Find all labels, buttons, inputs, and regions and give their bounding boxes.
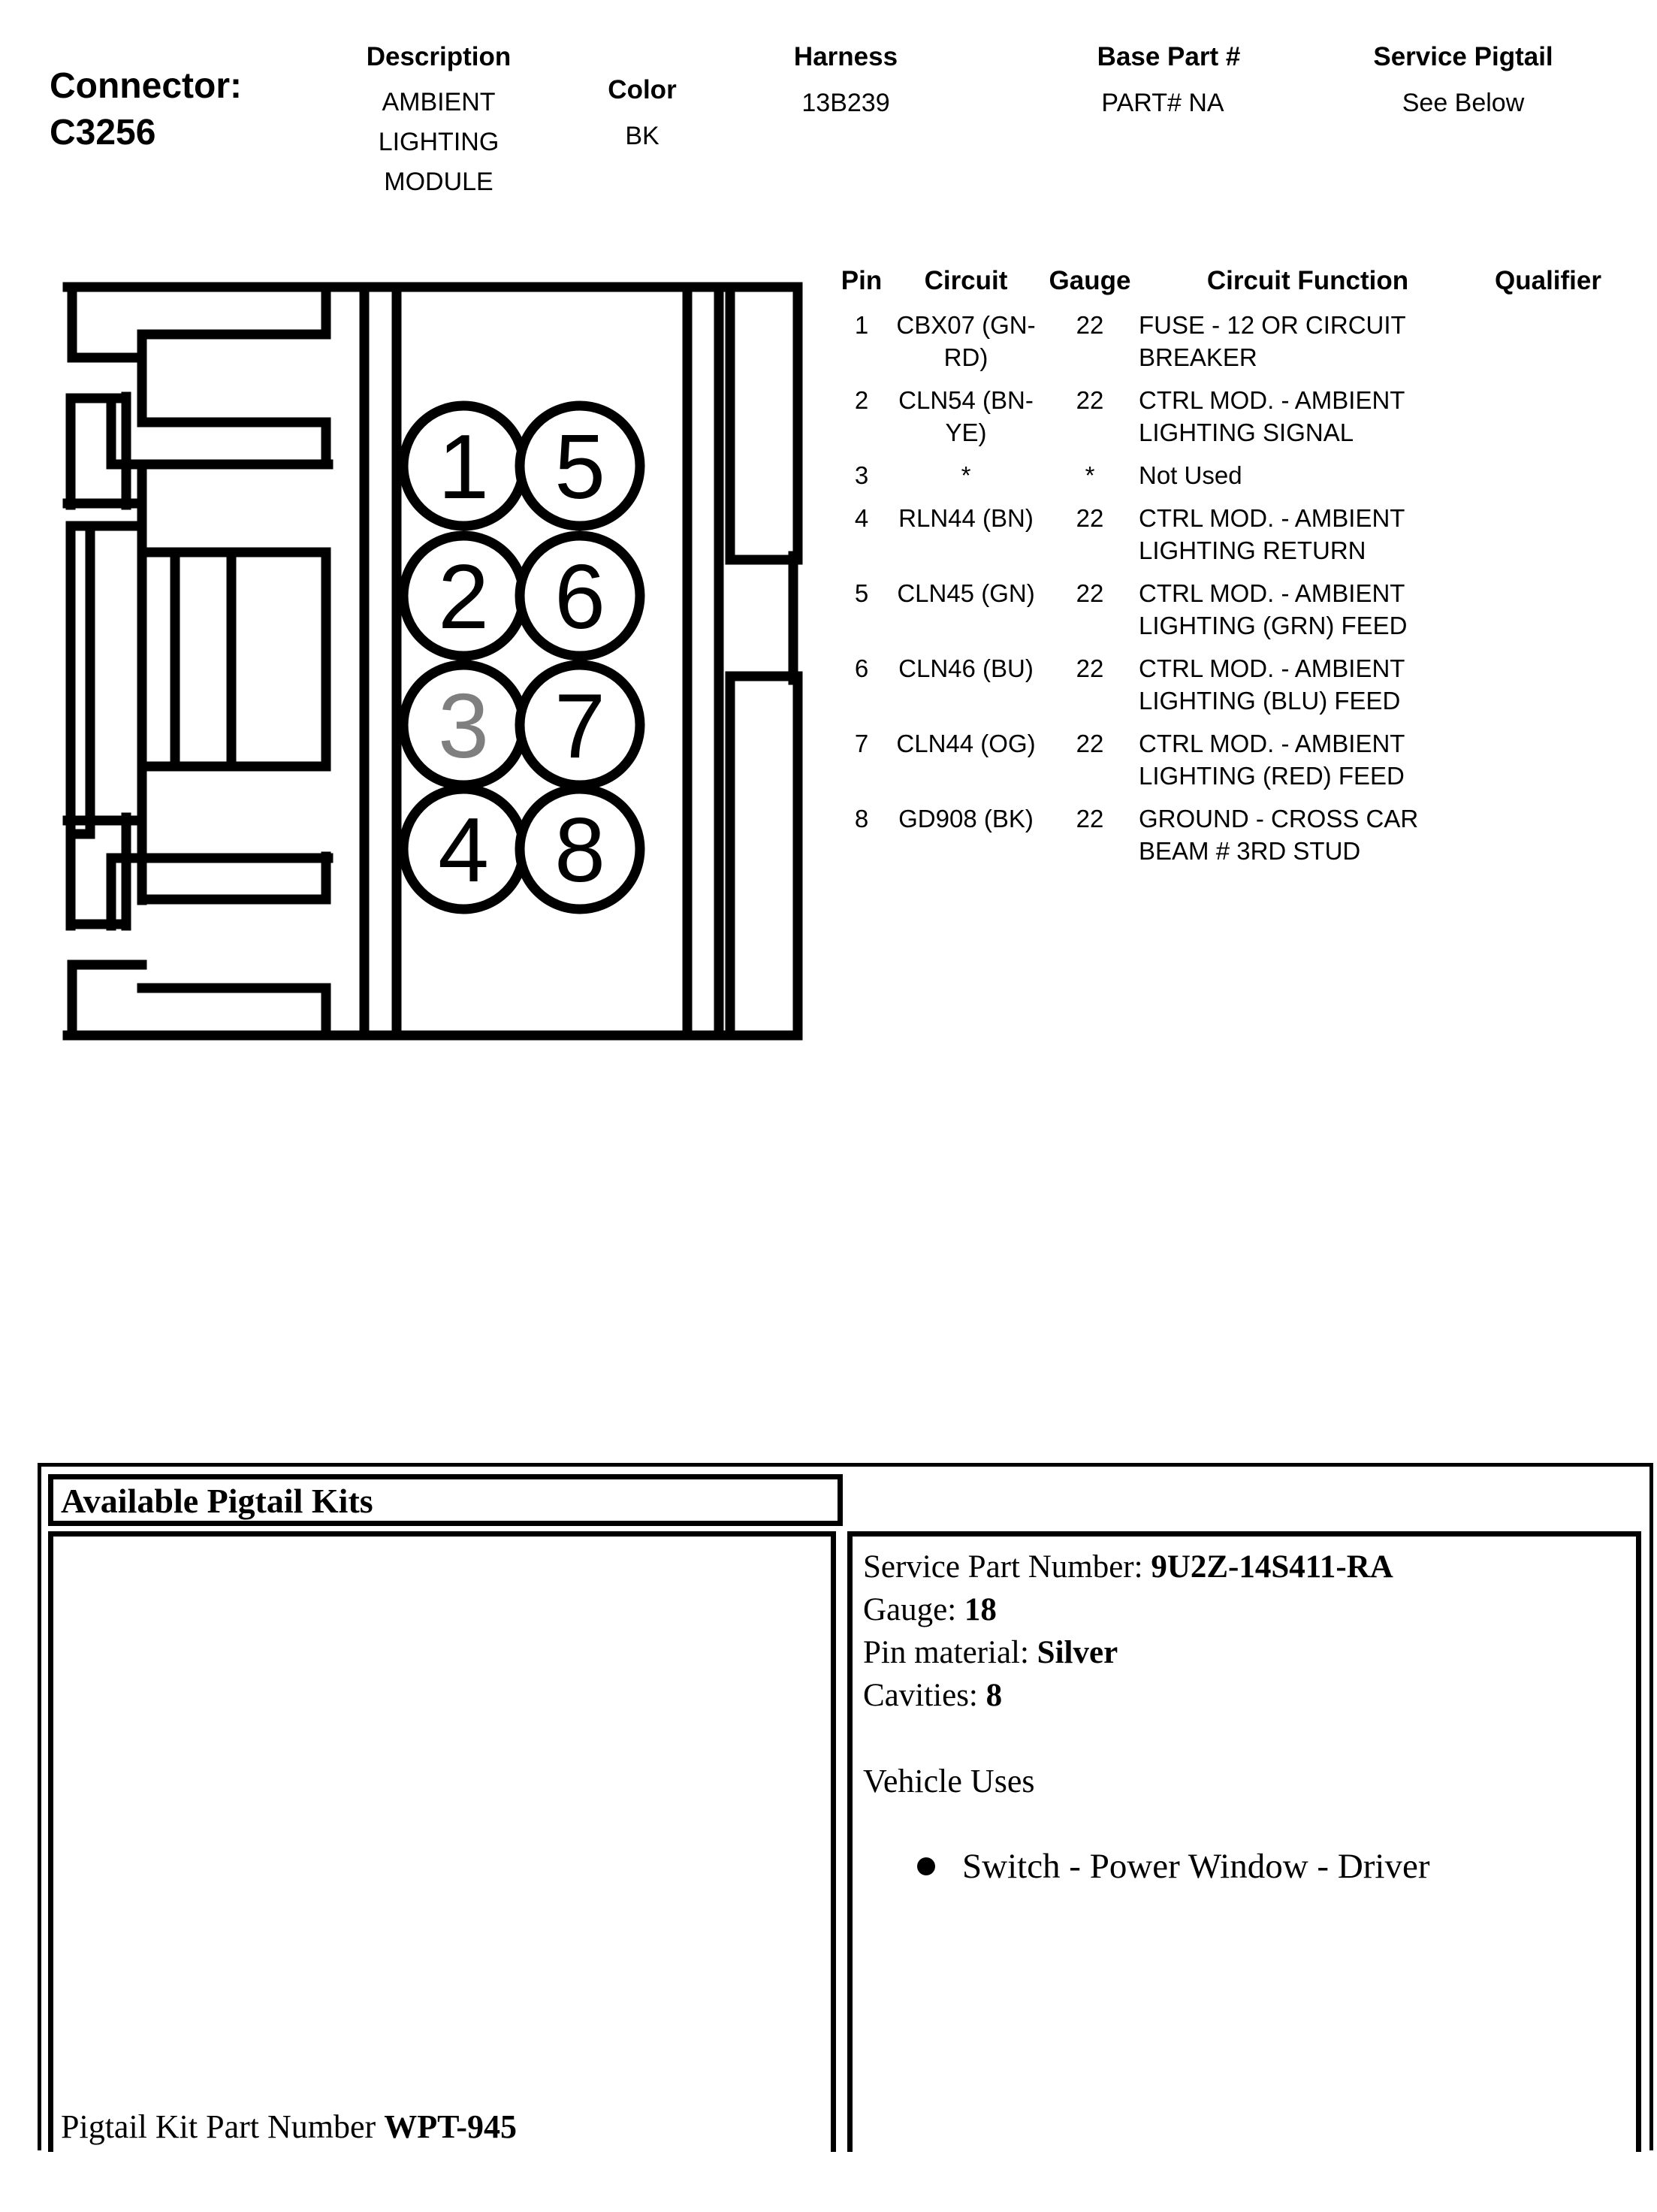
- base-part-value: PART# NA: [1101, 89, 1224, 117]
- pin-material-label: Pin material:: [863, 1635, 1037, 1670]
- pin-cell: 4: [854, 504, 869, 532]
- circuit-cell: CBX07 (GN-RD): [896, 311, 1036, 371]
- table-row: [832, 802, 1619, 878]
- gauge-cell: 22: [1076, 654, 1104, 682]
- color-value: BK: [625, 122, 659, 150]
- service-detail-column: [847, 1531, 1641, 2152]
- table-row: [832, 727, 1619, 802]
- function-cell: CTRL MOD. - AMBIENT LIGHTING (BLU) FEED: [1139, 654, 1405, 715]
- gauge-cell: 22: [1076, 579, 1104, 607]
- table-row: [832, 309, 1619, 384]
- qualifier-cell: [1477, 459, 1619, 502]
- function-cell: CTRL MOD. - AMBIENT LIGHTING (GRN) FEED: [1139, 579, 1408, 639]
- vehicle-uses-title: Vehicle Uses: [863, 1763, 1035, 1800]
- description-value: AMBIENT LIGHTING MODULE: [378, 88, 500, 196]
- gauge-cell: 22: [1076, 805, 1104, 833]
- table-row: [832, 384, 1619, 459]
- color-label: Color: [608, 75, 677, 104]
- col-header-function: Circuit Function: [1206, 266, 1409, 295]
- pigtail-kit-part-number-label: Pigtail Kit Part Number: [61, 2108, 385, 2145]
- pin-cell: 1: [854, 311, 869, 339]
- service-part-number-value: 9U2Z-14S411-RA: [1151, 1549, 1393, 1585]
- pin-cell: 3: [854, 461, 869, 489]
- gauge-cell: 22: [1076, 386, 1104, 414]
- col-header-gauge: Gauge: [1049, 266, 1131, 295]
- circuit-cell: *: [961, 461, 971, 489]
- service-part-number-line: [863, 1546, 1636, 1588]
- qualifier-cell: [1477, 309, 1619, 384]
- circuit-cell: CLN46 (BU): [898, 654, 1034, 682]
- vehicle-use-text: Switch - Power Window - Driver: [962, 1847, 1430, 1886]
- function-cell: FUSE - 12 OR CIRCUIT BREAKER: [1139, 311, 1406, 371]
- pigtail-kit-part-number-value: WPT-945: [384, 2108, 518, 2145]
- gauge-cell: 22: [1076, 504, 1104, 532]
- pin-table: [832, 264, 1628, 878]
- pin-cell: 6: [854, 654, 869, 682]
- harness-label: Harness: [793, 42, 898, 71]
- table-row: [832, 459, 1619, 502]
- pigtail-kit-part-number-line: [61, 2108, 517, 2146]
- pin-6-number: 6: [554, 545, 605, 648]
- pin-cell: 8: [854, 805, 869, 833]
- circuit-cell: GD908 (BK): [898, 805, 1034, 833]
- pin-material-value: Silver: [1037, 1635, 1118, 1670]
- gauge-cell: 22: [1076, 730, 1104, 757]
- service-part-number-label: Service Part Number:: [863, 1549, 1151, 1585]
- circuit-cell: RLN44 (BN): [898, 504, 1034, 532]
- pin-2-number: 2: [438, 545, 489, 648]
- pin-3-number: 3: [438, 675, 489, 777]
- pin-7-number: 7: [554, 675, 605, 777]
- cavities-value: 8: [985, 1678, 1003, 1713]
- pin-4-number: 4: [438, 799, 489, 901]
- function-cell: GROUND - CROSS CAR BEAM # 3RD STUD: [1139, 805, 1419, 865]
- pin-1-number: 1: [438, 416, 489, 518]
- qualifier-cell: [1477, 727, 1619, 802]
- base-part-label: Base Part #: [1097, 42, 1241, 71]
- function-cell: Not Used: [1139, 461, 1242, 489]
- function-cell: CTRL MOD. - AMBIENT LIGHTING RETURN: [1139, 504, 1405, 564]
- pigtail-kits-header-box: [48, 1474, 843, 1526]
- col-header-circuit: Circuit: [924, 266, 1008, 295]
- pin-5-number: 5: [554, 416, 605, 518]
- qualifier-cell: [1477, 502, 1619, 577]
- gauge-cell: 22: [1076, 311, 1104, 339]
- pin-cell: 7: [854, 730, 869, 757]
- vehicle-use-item: [917, 1846, 1430, 1887]
- pin-cavities: [403, 406, 640, 909]
- gauge-line: [863, 1588, 1636, 1631]
- connector-title: [50, 63, 242, 156]
- connector-outline: [68, 287, 798, 1035]
- table-row: [832, 652, 1619, 727]
- pin-material-line: [863, 1631, 1636, 1674]
- table-row: [832, 502, 1619, 577]
- cavities-label: Cavities:: [863, 1678, 986, 1713]
- pin-cell: 5: [854, 579, 869, 607]
- pin-table-header-row: [832, 264, 1619, 309]
- connector-diagram-svg: [53, 270, 811, 1044]
- cavities-line: [863, 1674, 1636, 1717]
- harness-value: 13B239: [801, 89, 890, 117]
- service-pigtail-value: See Below: [1402, 89, 1525, 117]
- pin-cell: 2: [854, 386, 869, 414]
- circuit-cell: CLN54 (BN-YE): [898, 386, 1034, 446]
- function-cell: CTRL MOD. - AMBIENT LIGHTING SIGNAL: [1139, 386, 1405, 446]
- qualifier-cell: [1477, 577, 1619, 652]
- gauge-value: 18: [964, 1592, 997, 1627]
- circuit-cell: CLN44 (OG): [896, 730, 1036, 757]
- qualifier-cell: [1477, 384, 1619, 459]
- gauge-label: Gauge:: [863, 1592, 964, 1627]
- connector-label: Connector:: [50, 66, 242, 106]
- pin-8-number: 8: [554, 799, 605, 901]
- qualifier-cell: [1477, 802, 1619, 878]
- description-label: Description: [366, 42, 512, 71]
- pigtail-kit-column: [48, 1531, 836, 2152]
- service-pigtail-label: Service Pigtail: [1373, 42, 1553, 71]
- col-header-pin: Pin: [841, 266, 883, 295]
- gauge-cell: *: [1085, 461, 1095, 489]
- function-cell: CTRL MOD. - AMBIENT LIGHTING (RED) FEED: [1139, 730, 1405, 790]
- connector-face-diagram: [53, 270, 811, 1048]
- col-header-qualifier: Qualifier: [1495, 266, 1601, 295]
- circuit-cell: CLN45 (GN): [897, 579, 1035, 607]
- qualifier-cell: [1477, 652, 1619, 727]
- connector-id: C3256: [50, 113, 156, 153]
- pigtail-kits-title: Available Pigtail Kits: [61, 1482, 373, 1520]
- bullet-icon: [917, 1857, 935, 1875]
- table-row: [832, 577, 1619, 652]
